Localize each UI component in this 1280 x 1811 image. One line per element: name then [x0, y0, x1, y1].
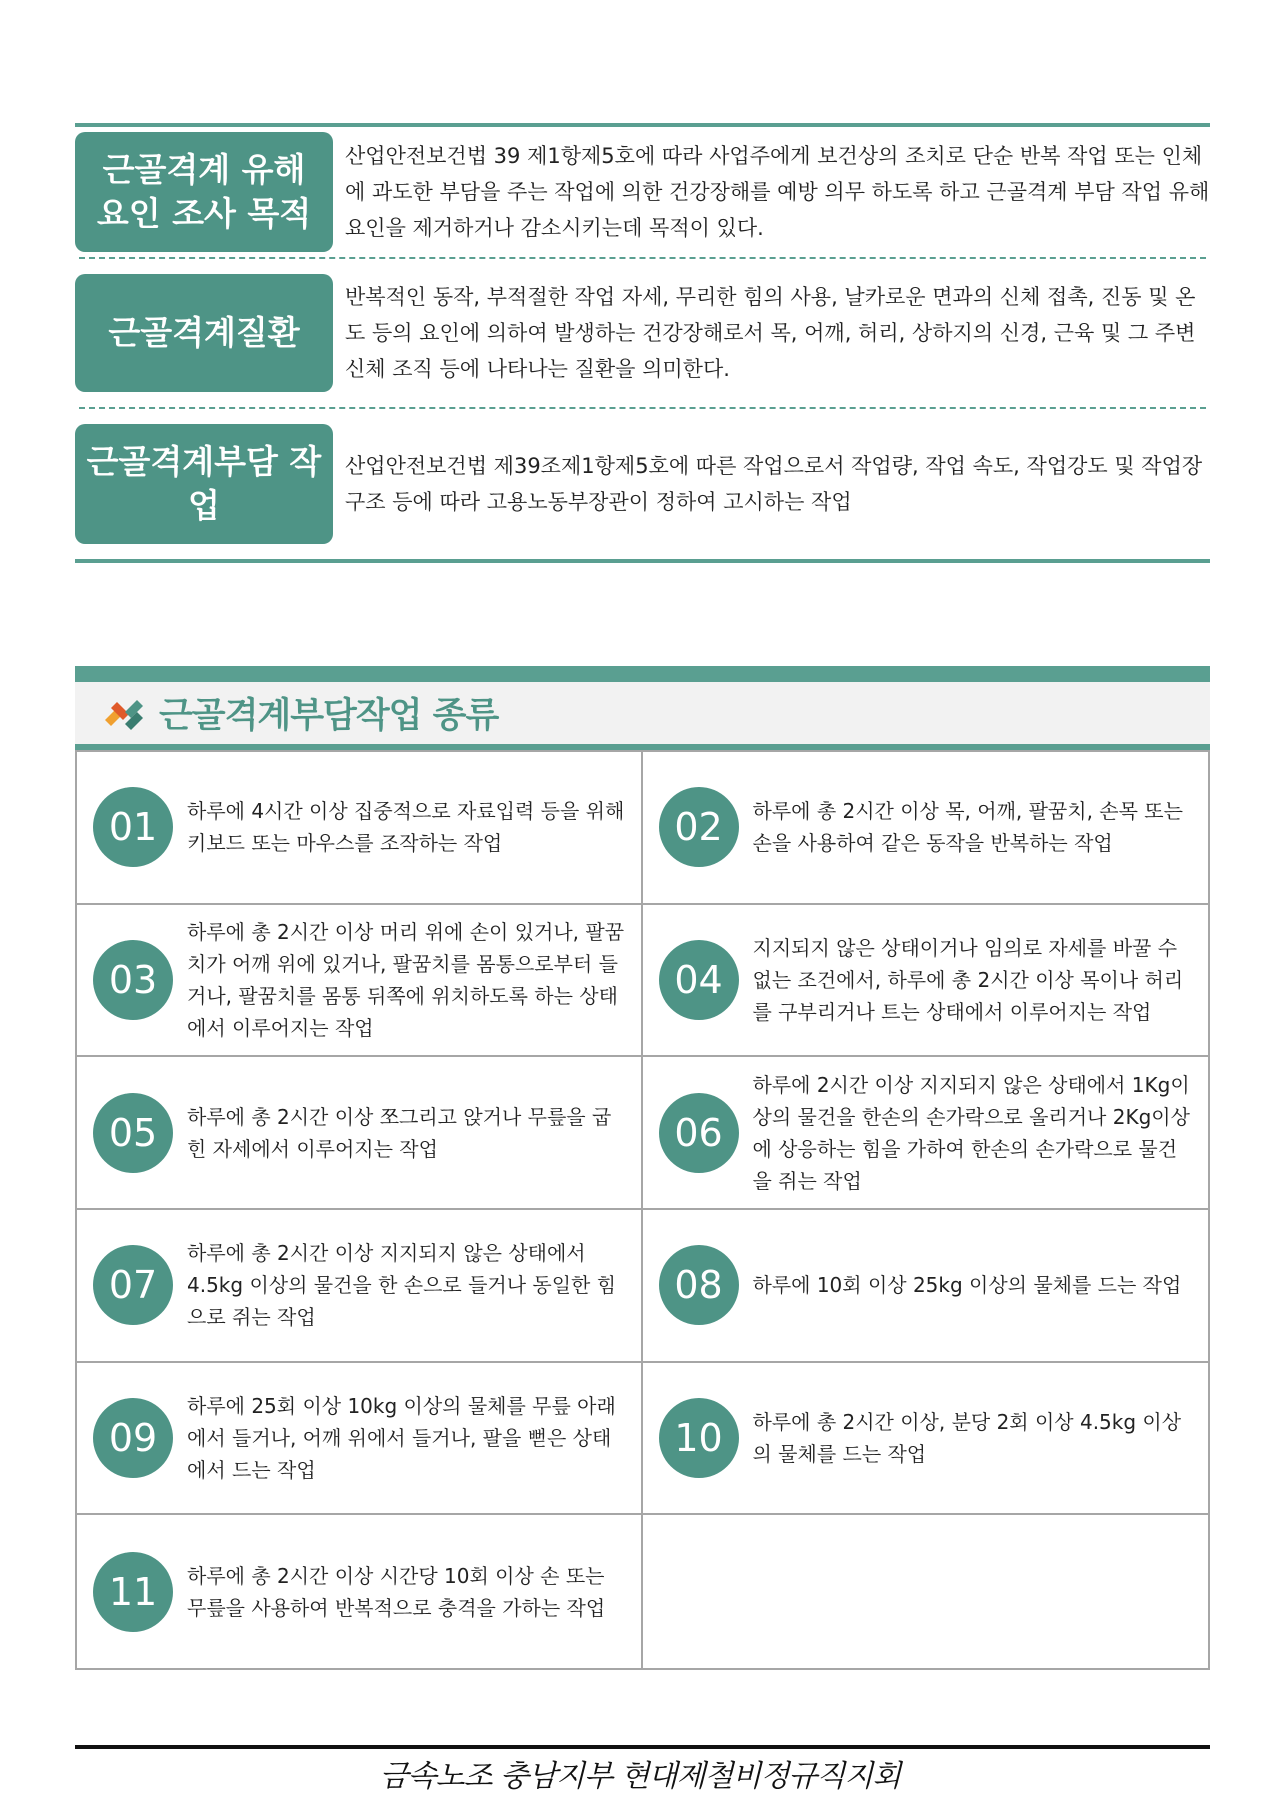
table-cell [77, 905, 643, 1058]
number-badge: 06 [659, 1093, 739, 1173]
number-badge: 07 [93, 1245, 173, 1325]
section-band [75, 666, 1210, 682]
item-text: 하루에 2시간 이상 지지되지 않은 상태에서 1Kg이상의 물건을 한손의 손가락으로 올리거나 2Kg이상에 상응하는 힘을 가하여 한손의 손가락으로 물건을 쥐는 작업 [752, 1072, 1190, 1193]
item-text: 하루에 총 2시간 이상 시간당 10회 이상 손 또는 무릎을 사용하여 반복적으로 충격을 가하는 작업 [187, 1563, 606, 1620]
item-text: 하루에 총 2시간 이상 지지되지 않은 상태에서 4.5kg 이상의 물건을 한 손으로 들거나 동일한 힘으로 쥐는 작업 [187, 1241, 617, 1330]
empty-table-cell [643, 1515, 1209, 1668]
item-text: 하루에 총 2시간 이상 목, 어깨, 팔꿈치, 손목 또는 손을 사용하여 같은 동작을 반복하는 작업 [752, 799, 1183, 856]
definition-text: 반복적인 동작, 부적절한 작업 자세, 무리한 힘의 사용, 날카로운 면과의 신체 접촉, 진동 및 온도 등의 요인에 의하여 발생하는 건강장해로서 목, 어깨, 허리, 상하지의 신경, 근육 및 그 주변 신체 조직 등에 나타나는 질환을 의미한다. [345, 285, 1196, 381]
table-cell [643, 905, 1209, 1058]
item-text: 하루에 총 2시간 이상, 분당 2회 이상 4.5kg 이상의 물체를 드는 작업 [752, 1409, 1182, 1466]
table-cell [77, 1057, 643, 1210]
item-text: 하루에 총 2시간 이상 머리 위에 손이 있거나, 팔꿈치가 어깨 위에 있거나, 팔꿈치를 몸통으로부터 들거나, 팔꿈치를 몸통 뒤쪽에 위치하도록 하는 상태에서 이루어지는 작업 [187, 919, 625, 1040]
definition-text: 산업안전보건법 제39조제1항제5호에 따른 작업으로서 작업량, 작업 속도, 작업강도 및 작업장 구조 등에 따라 고용노동부장관이 정하여 고시하는 작업 [345, 454, 1203, 514]
table-cell [643, 1363, 1209, 1516]
definition-label: 근골격계질환 [75, 274, 333, 392]
definition-label: 근골격계 유해 요인 조사 목적 [75, 132, 333, 252]
number-badge: 11 [93, 1552, 173, 1632]
item-text: 하루에 25회 이상 10kg 이상의 물체를 무릎 아래에서 들거나, 어깨 위에서 들거나, 팔을 뻗은 상태에서 드는 작업 [187, 1393, 616, 1482]
section-header [75, 682, 1210, 744]
table-cell [643, 1057, 1209, 1210]
table-cell [643, 1210, 1209, 1363]
definition-text: 산업안전보건법 39 제1항제5호에 따라 사업주에게 보건상의 조치로 단순 반복 작업 또는 인체에 과도한 부담을 주는 작업에 의한 건강장해를 예방 의무 하도록 하고 근골격계 부담 작업 유해 요인을 제거하거나 감소시키는데 목적이 있다. [345, 144, 1210, 240]
number-badge: 09 [93, 1398, 173, 1478]
table-cell [77, 752, 643, 905]
number-badge: 03 [93, 940, 173, 1020]
number-badge: 05 [93, 1093, 173, 1173]
item-text: 하루에 총 2시간 이상 쪼그리고 앉거나 무릎을 굽힌 자세에서 이루어지는 작업 [187, 1104, 612, 1161]
number-badge: 01 [93, 787, 173, 867]
number-badge: 10 [659, 1398, 739, 1478]
footer-rule [75, 1745, 1210, 1749]
definition-row-disease [75, 259, 1210, 407]
definition-label: 근골격계부담 작업 [75, 424, 333, 544]
number-badge: 04 [659, 940, 739, 1020]
chevron-logo-icon [101, 690, 147, 736]
definition-row-burden-work [75, 409, 1210, 559]
work-types-table [75, 750, 1210, 1670]
bottom-rule [75, 559, 1210, 563]
item-text: 지지되지 않은 상태이거나 임의로 자세를 바꿀 수 없는 조건에서, 하루에 총 2시간 이상 목이나 허리를 구부리거나 트는 상태에서 이루어지는 작업 [752, 935, 1184, 1024]
footer-signature: 금속노조 충남지부 현대제철비정규직지회 [379, 1759, 901, 1794]
definition-row-purpose [75, 127, 1210, 257]
table-cell [77, 1515, 643, 1668]
section-title: 근골격계부담작업 종류 [159, 696, 499, 736]
item-text: 하루에 10회 이상 25kg 이상의 물체를 드는 작업 [752, 1273, 1182, 1298]
table-cell [643, 752, 1209, 905]
number-badge: 02 [659, 787, 739, 867]
number-badge: 08 [659, 1245, 739, 1325]
item-text: 하루에 4시간 이상 집중적으로 자료입력 등을 위해 키보드 또는 마우스를 조작하는 작업 [187, 799, 625, 856]
table-cell [77, 1363, 643, 1516]
definitions-section [75, 123, 1210, 563]
table-cell [77, 1210, 643, 1363]
